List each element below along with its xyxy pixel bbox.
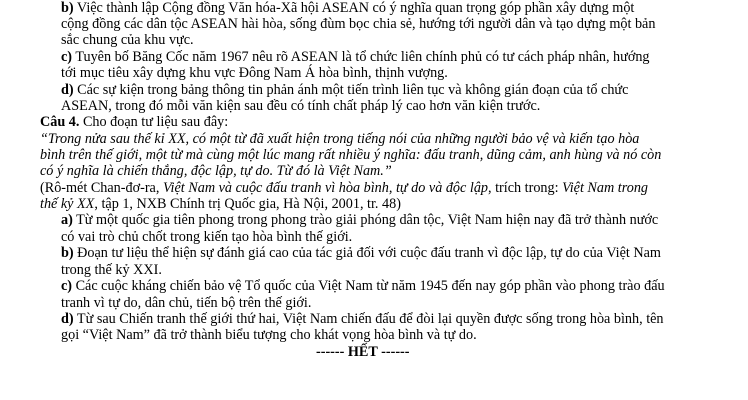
option-b-line2: trong thế kỷ XXI. [61, 262, 162, 278]
option-letter: b) [61, 245, 74, 261]
option-b-line1 [61, 245, 661, 261]
option-text: Từ một quốc gia tiên phong trong phong trào giải phóng dân tộc, Việt Nam hiện nay đã trở thành nước [76, 212, 659, 228]
option-letter: c) [61, 278, 73, 294]
option-text: Đoạn tư liệu thể hiện sự đánh giá cao của tác giả đối với cuộc đấu tranh vì độc lập, tự do của Việt Nam [77, 245, 661, 261]
question-4-heading [40, 114, 228, 130]
option-letter: d) [61, 311, 74, 327]
option-text: Việc thành lập Cộng đồng Văn hóa-Xã hội ASEAN có ý nghĩa quan trọng góp phần xây dựng một [76, 0, 635, 16]
option-d-prev-line1 [61, 82, 628, 98]
option-text: Các sự kiện trong bảng thông tin phản ánh một tiến trình liên tục và không gián đoạn của tổ chức [77, 82, 629, 98]
question-intro: Cho đoạn tư liệu sau đây: [82, 114, 229, 130]
end-mark: ------ HẾT ------ [316, 344, 410, 360]
quote-line1: “Trong nửa sau thế kỉ XX, có một từ đã xuất hiện trong tiếng nói của những người bảo vệ và kiến tạo hòa [40, 131, 640, 147]
option-letter: d) [61, 82, 74, 98]
option-a-line1 [61, 212, 658, 228]
source-publication: , tập 1, NXB Chính trị Quốc gia, Hà Nội, 2001, tr. 48) [94, 196, 401, 212]
option-letter: b) [61, 0, 74, 16]
source-book-title-cont: thế kỷ XX [40, 196, 95, 212]
option-text: Từ sau Chiến tranh thế giới thứ hai, Việt Nam chiến đấu để đòi lại quyền được sống trong hòa bình, tên [76, 311, 664, 327]
option-d-line1 [61, 311, 664, 327]
option-a-line2: có vai trò chủ chốt trong kiến tạo hòa bình thế giới. [61, 229, 353, 245]
option-b-prev-line1 [61, 0, 634, 16]
source-line1 [40, 180, 648, 196]
option-b-prev-line3: sắc chung của khu vực. [61, 32, 194, 48]
option-c-line1 [61, 278, 665, 294]
option-text: Các cuộc kháng chiến bảo vệ Tổ quốc của Việt Nam từ năm 1945 đến nay góp phần vào phong trào đấu [75, 278, 665, 294]
source-book-title: Việt Nam trong [562, 180, 649, 196]
source-work-title: Việt Nam và cuộc đấu tranh vì hòa bình, tự do và độc lập [162, 180, 489, 196]
source-line2 [40, 196, 401, 212]
source-author: (Rô-mét Chan-đơ-ra, [40, 180, 163, 196]
option-d-prev-line2: ASEAN, trong đó mỗi văn kiện sau đều có tính chất pháp lý cao hơn văn kiện trước. [61, 98, 541, 114]
option-letter: a) [61, 212, 73, 228]
option-b-prev-line2: cộng đồng các dân tộc ASEAN hài hòa, sống đùm bọc chia sẻ, hướng tới người dân và tạo dựng một bản [61, 16, 656, 32]
option-text: Tuyên bố Băng Cốc năm 1967 nêu rõ ASEAN là tổ chức liên chính phủ có tư cách pháp nhân, hướng [75, 49, 650, 65]
option-c-line2: tranh vì tự do, dân chủ, tiến bộ trên thế giới. [61, 295, 312, 311]
quote-line3: có ý nghĩa là chiến thắng, độc lập, tự do. Từ đó là Việt Nam.” [40, 163, 392, 179]
quote-line2: bình trên thế giới, một từ mà cùng một lúc mang rất nhiều ý nghĩa: đấu tranh, dũng cảm, anh hùng và nó còn [40, 147, 662, 163]
option-letter: c) [61, 49, 73, 65]
option-c-prev-line1 [61, 49, 650, 65]
option-d-line2: gọi “Việt Nam” đã trở thành biểu tượng cho khát vọng hòa bình và tự do. [61, 327, 477, 343]
question-label: Câu 4. [40, 114, 80, 130]
source-connector: , trích trong: [488, 180, 563, 196]
option-c-prev-line2: tới mục tiêu xây dựng khu vực Đông Nam Á hòa bình, thịnh vượng. [61, 65, 448, 81]
